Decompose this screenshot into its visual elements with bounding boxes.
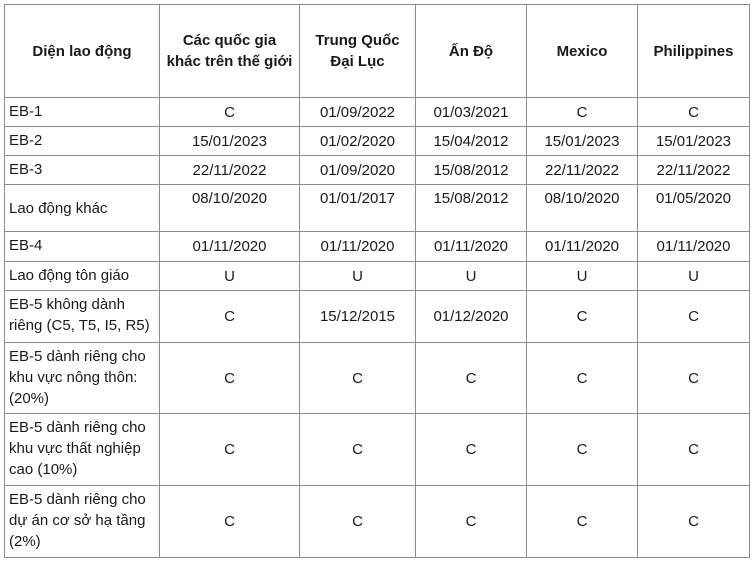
table-cell: 01/11/2020 <box>416 232 527 262</box>
table-cell: 15/08/2012 <box>416 185 527 232</box>
table-cell: 01/11/2020 <box>160 232 300 262</box>
table-cell: C <box>638 291 750 343</box>
header-philippines: Philippines <box>638 5 750 98</box>
row-label: EB-5 dành riêng cho dự án cơ sở hạ tầng (2%) <box>5 486 160 558</box>
table-cell: C <box>160 486 300 558</box>
table-row <box>5 486 750 558</box>
table-cell: 01/11/2020 <box>638 232 750 262</box>
table-cell: C <box>638 98 750 127</box>
table-cell: 01/12/2020 <box>416 291 527 343</box>
table-cell: C <box>527 343 638 414</box>
table-cell: C <box>300 414 416 486</box>
table-cell: C <box>416 343 527 414</box>
table-row <box>5 127 750 156</box>
table-cell: 15/04/2012 <box>416 127 527 156</box>
table-cell: C <box>160 291 300 343</box>
table-cell: 15/01/2023 <box>527 127 638 156</box>
table-row <box>5 262 750 291</box>
table-cell: 01/09/2020 <box>300 156 416 185</box>
row-label: Lao động khác <box>5 185 160 232</box>
row-label: EB-5 không dành riêng (C5, T5, I5, R5) <box>5 291 160 343</box>
row-label: EB-5 dành riêng cho khu vực thất nghiệp cao (10%) <box>5 414 160 486</box>
table-cell: 01/02/2020 <box>300 127 416 156</box>
header-china-mainland: Trung Quốc Đại Lục <box>300 5 416 98</box>
table-cell: 08/10/2020 <box>527 185 638 232</box>
table-cell: 22/11/2022 <box>527 156 638 185</box>
table-cell: C <box>527 291 638 343</box>
table-cell: 15/12/2015 <box>300 291 416 343</box>
table-cell: C <box>416 486 527 558</box>
table-cell: C <box>300 343 416 414</box>
table-cell: C <box>160 98 300 127</box>
row-label: EB-4 <box>5 232 160 262</box>
row-label: EB-1 <box>5 98 160 127</box>
table-cell: C <box>527 98 638 127</box>
table-cell: U <box>160 262 300 291</box>
table-row <box>5 185 750 232</box>
table-row <box>5 414 750 486</box>
table-cell: 15/01/2023 <box>638 127 750 156</box>
table-cell: U <box>638 262 750 291</box>
row-label: Lao động tôn giáo <box>5 262 160 291</box>
header-all-other-countries: Các quốc gia khác trên thế giới <box>160 5 300 98</box>
table-cell: 15/01/2023 <box>160 127 300 156</box>
header-india: Ấn Độ <box>416 5 527 98</box>
table-cell: 01/05/2020 <box>638 185 750 232</box>
table-cell: U <box>416 262 527 291</box>
table-cell: 08/10/2020 <box>160 185 300 232</box>
table-cell: 01/03/2021 <box>416 98 527 127</box>
table-cell: C <box>300 486 416 558</box>
header-category: Diện lao động <box>5 5 160 98</box>
table-row <box>5 343 750 414</box>
header-row <box>5 5 750 98</box>
row-label: EB-2 <box>5 127 160 156</box>
table-row <box>5 291 750 343</box>
table-cell: U <box>300 262 416 291</box>
table-cell: C <box>527 414 638 486</box>
table-cell: 22/11/2022 <box>638 156 750 185</box>
table-cell: 01/09/2022 <box>300 98 416 127</box>
table-row <box>5 232 750 262</box>
visa-bulletin-table <box>4 4 750 558</box>
table-cell: 22/11/2022 <box>160 156 300 185</box>
table-cell: 01/11/2020 <box>527 232 638 262</box>
table-cell: C <box>416 414 527 486</box>
table-cell: C <box>160 414 300 486</box>
table-cell: C <box>638 414 750 486</box>
table-cell: C <box>160 343 300 414</box>
table-cell: 01/01/2017 <box>300 185 416 232</box>
table-cell: C <box>638 486 750 558</box>
table-cell: C <box>638 343 750 414</box>
table-row <box>5 156 750 185</box>
table-cell: 01/11/2020 <box>300 232 416 262</box>
row-label: EB-5 dành riêng cho khu vực nông thôn: (20%) <box>5 343 160 414</box>
table-cell: U <box>527 262 638 291</box>
table-cell: C <box>527 486 638 558</box>
header-mexico: Mexico <box>527 5 638 98</box>
row-label: EB-3 <box>5 156 160 185</box>
table-row <box>5 98 750 127</box>
table-cell: 15/08/2012 <box>416 156 527 185</box>
